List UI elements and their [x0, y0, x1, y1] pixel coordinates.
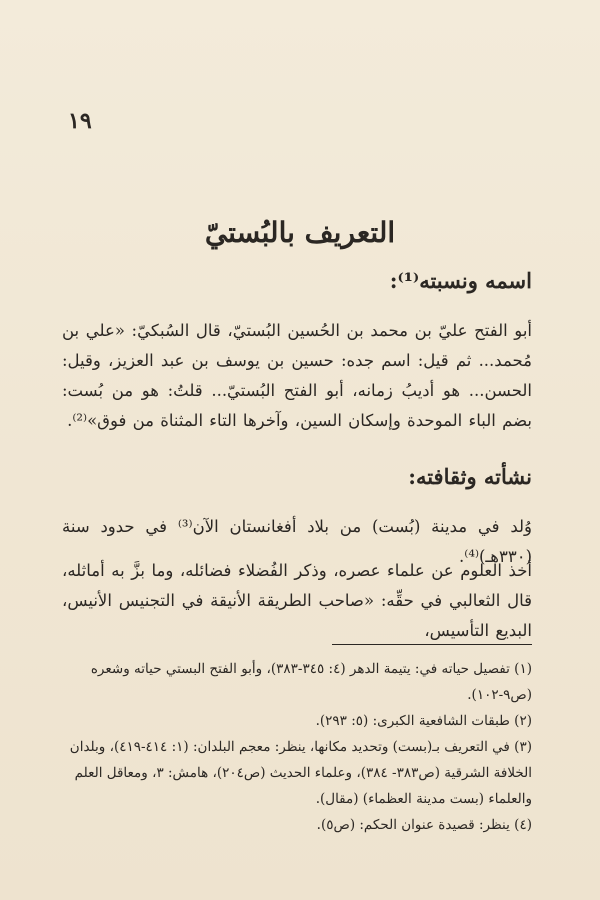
footnote-3: (٣) في التعريف بـ(بست) وتحديد مكانها، ينظر: معجم البلدان: (١: ٤١٤-٤١٩)، وبلدان الخلافة الشرقية (ص٣٨٣- ٣٨٤)، وعلماء الحديث (ص٢٠٤)، هامش: ٣، ومعاقل العلم والعلماء (بست مدينة العظماء) (مقال).	[69, 739, 532, 807]
footnote-4: (٤) ينظر: قصيدة عنوان الحكم: (ص٥).	[316, 817, 532, 833]
chapter-title: التعريف بالبُستيّ	[204, 216, 396, 249]
section-heading-name-lineage: اسمه ونسبته⁽¹⁾:	[389, 268, 532, 293]
paragraph-education: أخذ العلوم عن علماء عصره، وذكر الفُضلاء فضائله، وما بزَّ به أماثله، قال الثعالبي في حقِّه: «صاحب الطريقة الأنيقة في التجنيس الأنيس، البديع التأسيس،	[62, 561, 532, 640]
footnote-2: (٢) طبقات الشافعية الكبرى: (٥: ٢٩٣).	[315, 713, 532, 729]
paragraph-birth: وُلد في مدينة (بُست) من بلاد أفغانستان الآن⁽³⁾ في حدود سنة (٣٣٠هـ)⁽⁴⁾.	[62, 517, 532, 566]
section-heading-upbringing: نشأته وثقافته:	[408, 464, 532, 489]
paragraph-name-lineage: أبو الفتح عليّ بن محمد بن الحُسين البُستيّ، قال السُبكيّ: «علي بن مُحمد... ثم قيل: اسم جده: حسين بن يوسف بن عبد العزيز، وقيل: الحسن... هو أديبُ زمانه، أبو الفتح البُستيّ... قلتُ: هو من بُست: بضم الباء الموحدة وإسكان السين، وآخرها التاء المثناة من فوق»⁽²⁾.	[62, 321, 532, 430]
page-number: ١٩	[68, 108, 92, 134]
footnotes-list	[62, 656, 532, 838]
footnote-divider	[332, 644, 532, 645]
footnote-1: (١) تفصيل حياته في: يتيمة الدهر (٤: ٣٤٥-٣٨٣)، وأبو الفتح البستي حياته وشعره (ص٩-١٠٢).	[90, 661, 532, 703]
